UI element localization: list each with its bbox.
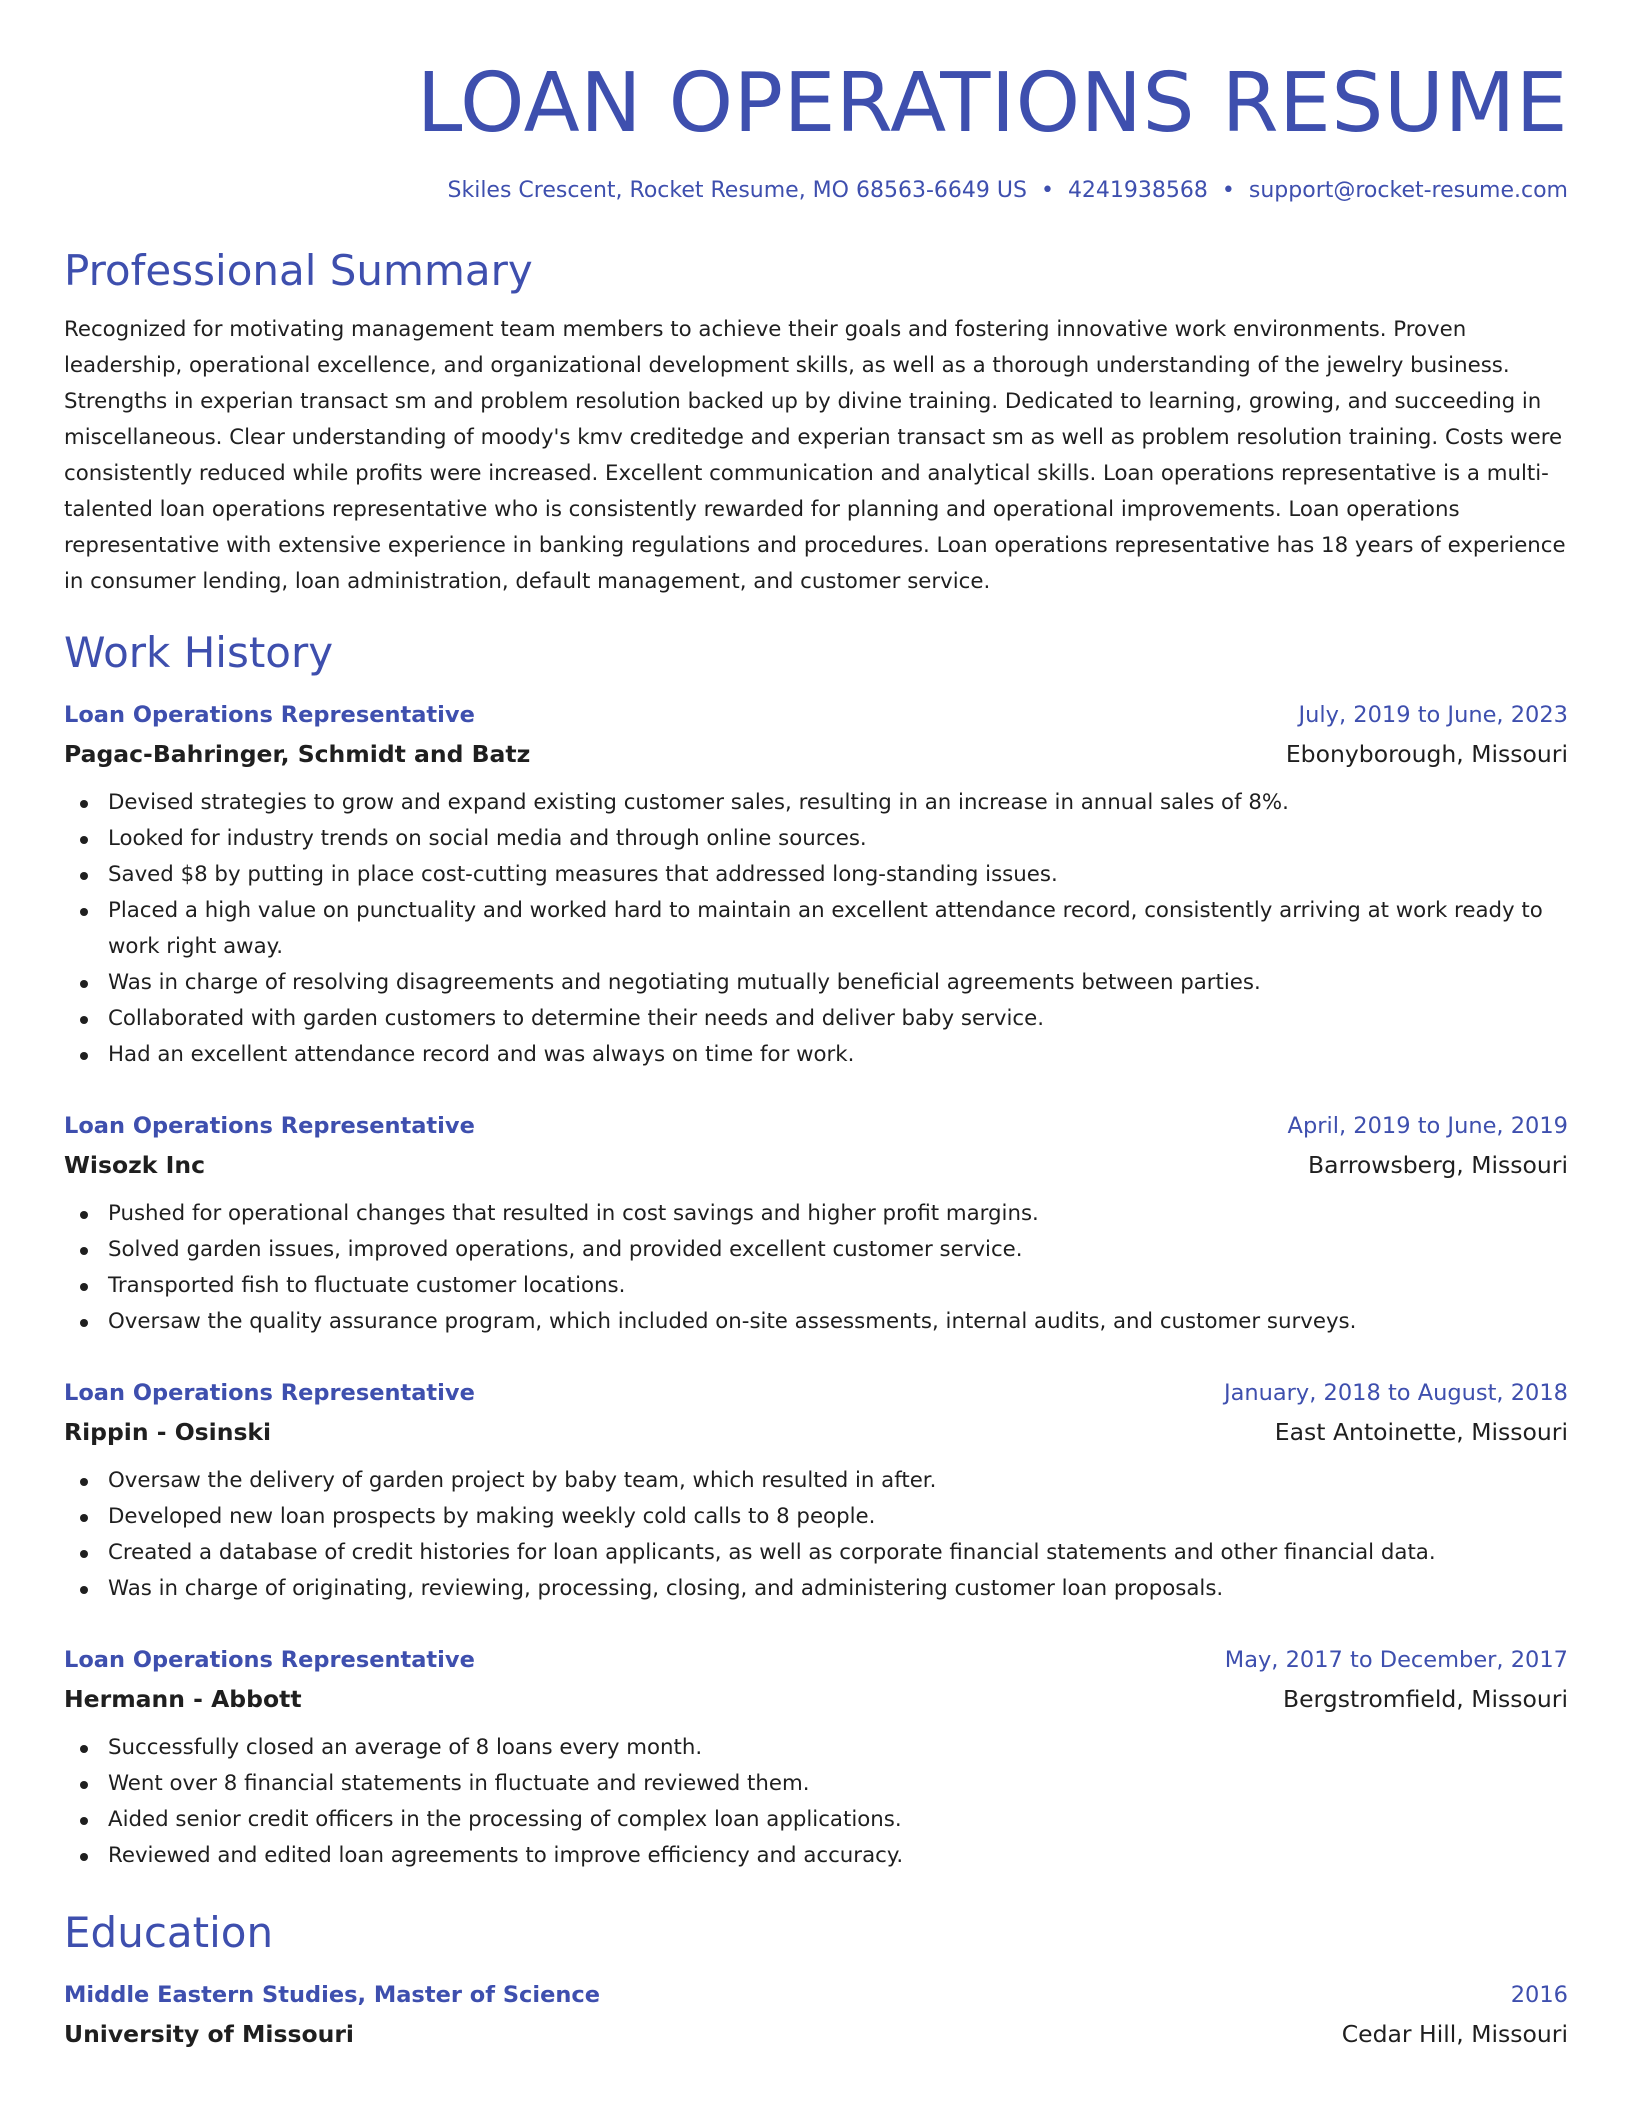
job-role: Loan Operations Representative xyxy=(64,1647,475,1673)
job-bullet: Was in charge of resolving disagreements and negotiating mutually beneficial agreements between parties. xyxy=(64,965,1568,1001)
job-location: Bergstromfield, Missouri xyxy=(1282,1685,1568,1713)
job-company: Rippin - Osinski xyxy=(64,1418,272,1446)
job-dates: April, 2019 to June, 2019 xyxy=(1287,1113,1568,1139)
contact-separator: • xyxy=(1040,178,1054,203)
resume-title: LOAN OPERATIONS RESUME xyxy=(416,56,1568,151)
education-location: Cedar Hill, Missouri xyxy=(1341,2020,1568,2048)
job-bullets xyxy=(64,1196,1568,1340)
contact-phone: 4241938568 xyxy=(1067,178,1208,203)
job-bullet: Was in charge of originating, reviewing, processing, closing, and administering customer loan proposals. xyxy=(64,1571,1568,1607)
contact-email[interactable]: support@rocket-resume.com xyxy=(1248,178,1568,203)
job-bullet: Oversaw the delivery of garden project by baby team, which resulted in after. xyxy=(64,1463,1568,1499)
job-entry xyxy=(64,700,1568,1073)
job-bullet: Had an excellent attendance record and was always on time for work. xyxy=(64,1037,1568,1073)
education-degree: Middle Eastern Studies, Master of Science xyxy=(64,1982,600,2008)
job-bullet: Aided senior credit officers in the processing of complex loan applications. xyxy=(64,1802,1568,1838)
job-entry xyxy=(64,1645,1568,1874)
section-heading-work-history: Work History xyxy=(64,628,334,677)
job-dates: July, 2019 to June, 2023 xyxy=(1298,702,1568,728)
job-bullet: Devised strategies to grow and expand existing customer sales, resulting in an increase in annual sales of 8%. xyxy=(64,785,1568,821)
job-bullet: Looked for industry trends on social media and through online sources. xyxy=(64,821,1568,857)
job-bullet: Pushed for operational changes that resulted in cost savings and higher profit margins. xyxy=(64,1196,1568,1232)
job-bullet: Placed a high value on punctuality and worked hard to maintain an excellent attendance record, consistently arriving at work ready to work right away. xyxy=(64,893,1568,965)
job-entry xyxy=(64,1378,1568,1607)
job-bullet: Saved $8 by putting in place cost-cutting measures that addressed long-standing issues. xyxy=(64,857,1568,893)
job-bullets xyxy=(64,1463,1568,1607)
job-role: Loan Operations Representative xyxy=(64,702,475,728)
education-entry xyxy=(64,1980,1568,2049)
section-heading-summary: Professional Summary xyxy=(64,246,533,295)
job-entry xyxy=(64,1111,1568,1340)
job-bullet: Reviewed and edited loan agreements to improve efficiency and accuracy. xyxy=(64,1838,1568,1874)
contact-address: Skiles Crescent, Rocket Resume, MO 68563-6649 US xyxy=(447,178,1027,203)
job-bullet: Successfully closed an average of 8 loans every month. xyxy=(64,1730,1568,1766)
education-school: University of Missouri xyxy=(64,2020,354,2048)
job-bullets xyxy=(64,1730,1568,1874)
contact-line xyxy=(64,176,1568,206)
job-bullet: Collaborated with garden customers to determine their needs and deliver baby service. xyxy=(64,1001,1568,1037)
job-role: Loan Operations Representative xyxy=(64,1113,475,1139)
job-company: Pagac-Bahringer, Schmidt and Batz xyxy=(64,740,531,768)
job-dates: May, 2017 to December, 2017 xyxy=(1224,1647,1568,1673)
job-bullet: Solved garden issues, improved operations, and provided excellent customer service. xyxy=(64,1232,1568,1268)
job-role: Loan Operations Representative xyxy=(64,1380,475,1406)
job-bullet: Oversaw the quality assurance program, which included on-site assessments, internal audits, and customer surveys. xyxy=(64,1304,1568,1340)
job-location: Ebonyborough, Missouri xyxy=(1285,740,1568,768)
job-location: East Antoinette, Missouri xyxy=(1274,1418,1568,1446)
job-company: Hermann - Abbott xyxy=(64,1685,302,1713)
job-bullets xyxy=(64,785,1568,1073)
job-location: Barrowsberg, Missouri xyxy=(1308,1151,1568,1179)
job-bullet: Created a database of credit histories for loan applicants, as well as corporate financial statements and other financial data. xyxy=(64,1535,1568,1571)
job-company: Wisozk Inc xyxy=(64,1151,205,1179)
contact-separator: • xyxy=(1221,178,1235,203)
job-bullet: Transported fish to fluctuate customer locations. xyxy=(64,1268,1568,1304)
resume-page xyxy=(64,0,1568,2112)
job-bullet: Went over 8 financial statements in fluctuate and reviewed them. xyxy=(64,1766,1568,1802)
section-heading-education: Education xyxy=(64,1908,274,1957)
job-bullet: Developed new loan prospects by making weekly cold calls to 8 people. xyxy=(64,1499,1568,1535)
summary-text: Recognized for motivating management team members to achieve their goals and fostering innovative work environments. Proven leadership, operational excellence, and organizational development skills, as well as a thorough understanding of the jewelry business. Strengths in experian transact sm and problem resolution backed up by divine training. Dedicated to learning, growing, and succeeding in miscellaneous. Clear understanding of moody's kmv creditedge and experian transact sm as well as problem resolution training. Costs were consistently reduced while profits were increased. Excellent communication and analytical skills. Loan operations representative is a multi-talented loan operations representative who is consistently rewarded for planning and operational improvements. Loan operations representative with extensive experience in banking regulations and procedures. Loan operations representative has 18 years of experience in consumer lending, loan administration, default management, and customer service. xyxy=(64,317,1566,594)
education-year: 2016 xyxy=(1510,1982,1568,2008)
job-dates: January, 2018 to August, 2018 xyxy=(1223,1380,1568,1406)
